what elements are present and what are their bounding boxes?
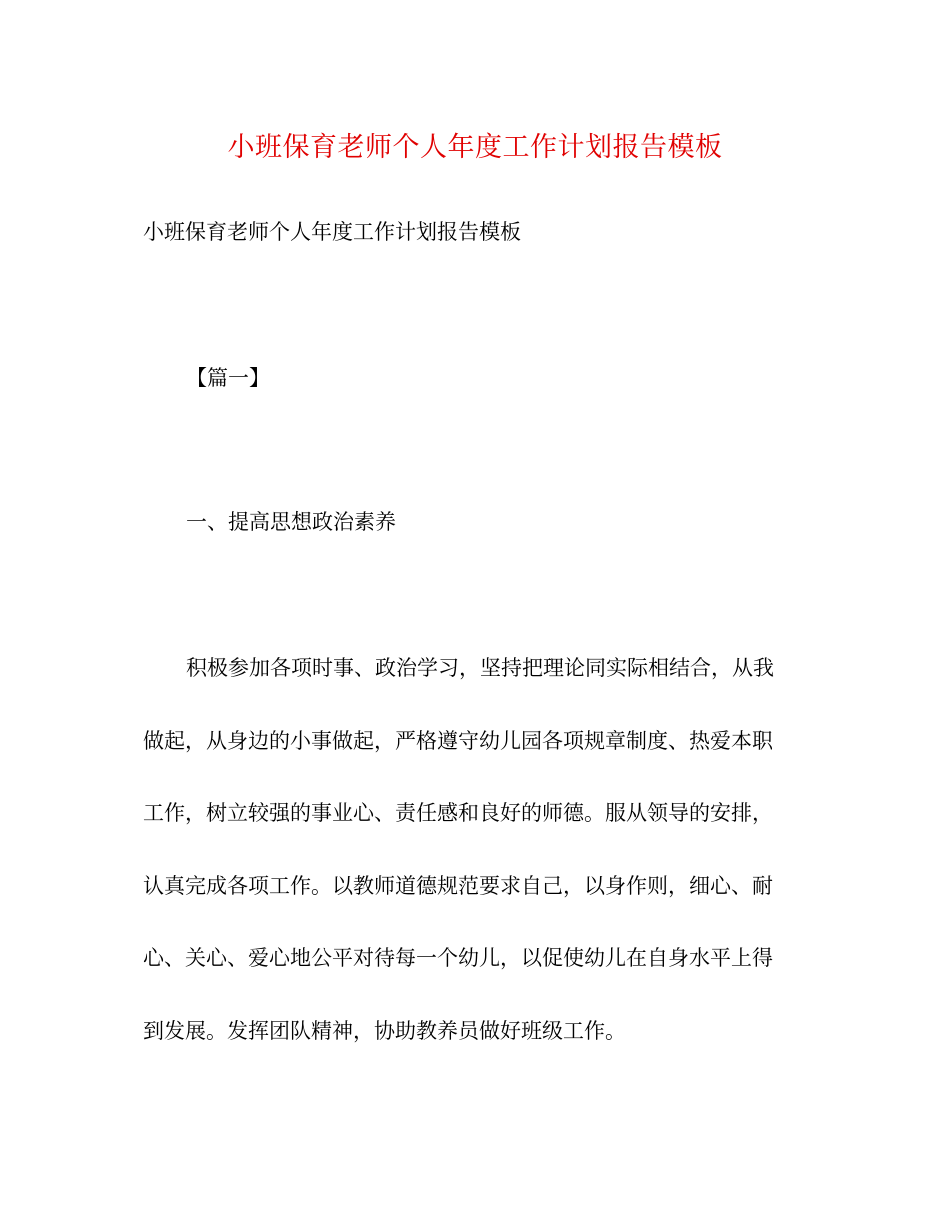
section-label: 【篇一】: [186, 366, 270, 390]
paragraph-line: 积极参加各项时事、政治学习，坚持把理论同实际相结合，从我: [186, 656, 774, 680]
paragraph-line: 认真完成各项工作。以教师道德规范要求自己，以身作则，细心、耐: [143, 874, 773, 898]
document-title: 小班保育老师个人年度工作计划报告模板: [227, 132, 723, 163]
section-heading: 一、提高思想政治素养: [186, 510, 396, 534]
paragraph-line: 心、关心、爱心地公平对待每一个幼儿，以促使幼儿在自身水平上得: [143, 946, 773, 970]
paragraph-line: 工作，树立较强的事业心、责任感和良好的师德。服从领导的安排，: [143, 801, 773, 825]
paragraph-line: 做起，从身边的小事做起，严格遵守幼儿园各项规章制度、热爱本职: [143, 729, 773, 753]
document-subtitle: 小班保育老师个人年度工作计划报告模板: [143, 220, 521, 244]
paragraph-line: 到发展。发挥团队精神，协助教养员做好班级工作。: [143, 1019, 626, 1043]
